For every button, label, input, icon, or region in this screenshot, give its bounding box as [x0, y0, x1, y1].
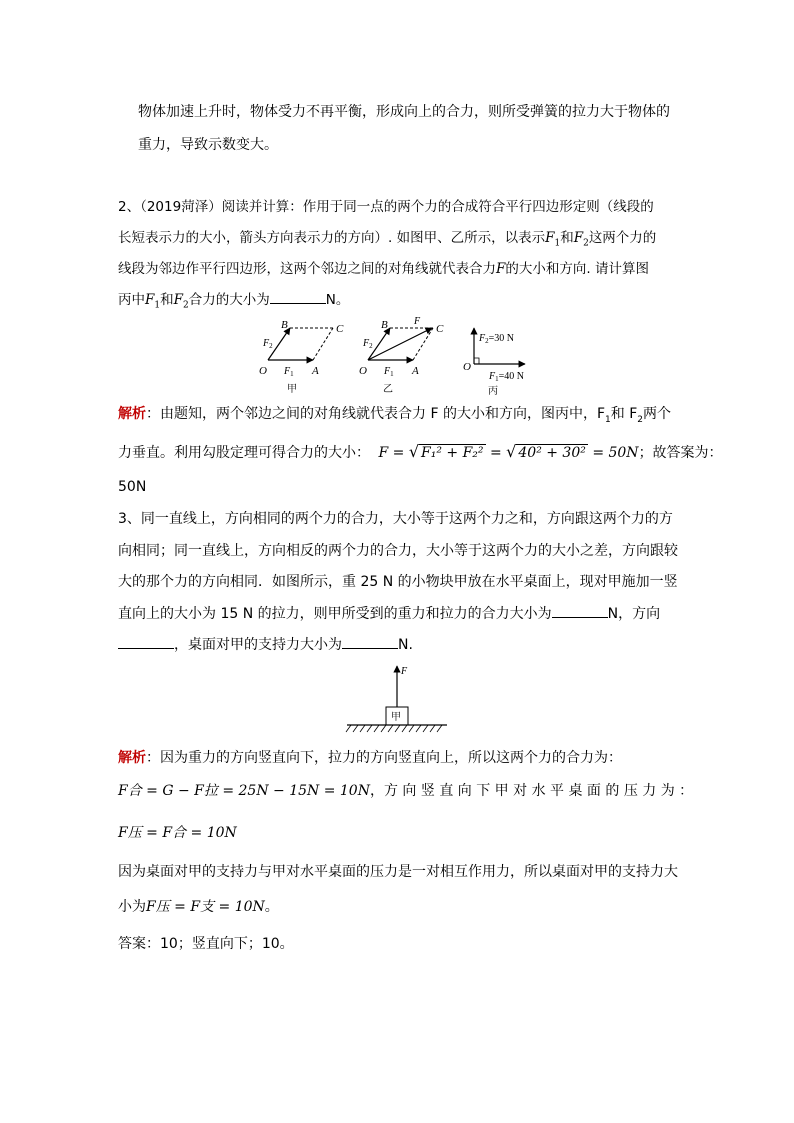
q3-support-line-2: 小为F压 = F支 = 10N。 [118, 899, 279, 915]
sqrt-sign-1: √ [408, 442, 420, 461]
equation-1: F合 = G − F拉 = 25N − 15N = 10N [118, 783, 370, 799]
q2-line-2: 长短表示力的大小，箭头方向表示力的方向）. 如图甲、乙所示，以表示$F_1$和$F_2$这两个力的 [118, 230, 657, 249]
jia-dashed-right [313, 328, 333, 360]
q3-answer-blank-1[interactable] [552, 603, 608, 618]
yi-label-O: O [359, 365, 367, 377]
yi-label-F1: $F_1$ [384, 366, 394, 378]
jia-label-B: B [281, 319, 288, 331]
jia-label-F2: $F_2$ [263, 338, 273, 350]
figure-jia [259, 319, 344, 395]
jia-label-F1: $F_1$ [284, 366, 294, 378]
radicand-1: F₁² + F₂² [421, 445, 484, 461]
bing-label-F2: $F_2=30$ N [479, 333, 514, 345]
q3-line-1: 3、同一直线上，方向相同的两个力的合力，大小等于这两个力之和，方向跟这两个力的方 [118, 511, 673, 527]
q3-support-line-1: 因为桌面对甲的支持力与甲对水平桌面的压力是一对相互作用力，所以桌面对甲的支持力大 [118, 864, 678, 880]
q2-line-1: 2、（2019菏泽）阅读并计算：作用于同一点的两个力的合成符合平行四边形定则（线段的 [118, 199, 654, 215]
analysis-label-2: 解析 [118, 750, 146, 766]
figure-bing [463, 328, 525, 396]
q3-line-4: 直向上的大小为 15 N 的拉力，则甲所受到的重力和拉力的合力大小为 N，方向 [118, 603, 660, 624]
sqrt-sign-2: √ [506, 442, 517, 461]
yi-label-B: B [381, 319, 388, 331]
figure-yi [359, 316, 444, 395]
q2-line-4: 丙中$F_1$和$F_2$合力的大小为 N。 [118, 289, 349, 316]
q2-analysis-line-2: 力垂直。利用勾股定理可得合力的大小： F = √ F₁² + F₂² = √ 40² + 30² = 50N；故答案为： [118, 442, 723, 461]
q3-line-5: ，桌面对甲的支持力大小为 N. [118, 634, 413, 655]
equation-2: F压 = F合 = 10N [118, 825, 237, 841]
radicand-2: 40² + 30² [518, 445, 586, 461]
yi-label-A: A [412, 365, 419, 377]
q3-analysis-line-1: 解析：因为重力的方向竖直向下，拉力的方向竖直向上，所以这两个力的合力为： [118, 750, 622, 766]
intro-line-2: 重力，导致示数变大。 [138, 137, 278, 153]
q2-answer-blank[interactable] [270, 289, 326, 304]
q3-analysis-eq1-line: F合 = G − F拉 = 25N − 15N = 10N，方 向 竖 直 向 下 甲 对 水 平 桌 面 的 压 力 为 ： [118, 783, 694, 799]
bing-right-angle [474, 358, 479, 364]
equation-3: F压 = F支 = 10N [146, 899, 265, 915]
block-on-table-figure [345, 662, 450, 734]
q2-analysis-line-3: 50N [118, 479, 147, 495]
intro-line-1: 物体加速上升时，物体受力不再平衡，形成向上的合力，则所受弹簧的拉力大于物体的 [138, 104, 670, 120]
q3-answer-line: 答案：10；竖直向下；10。 [118, 936, 294, 952]
q3-analysis-eq2-line [118, 823, 237, 843]
q2-analysis-line-1: 解析：由题知，两个邻边之间的对角线就代表合力 F 的大小和方向，图丙中，$F_1$和 $F_2$两个 [118, 406, 671, 425]
q3-answer-blank-3[interactable] [342, 634, 398, 649]
jia-label-O: O [259, 365, 267, 377]
q2-line-3: 线段为邻边作平行四边形，这两个邻边之间的对角线就代表合力F的大小和方向. 请计算图 [118, 261, 649, 277]
yi-caption: 乙 [383, 384, 393, 395]
bing-label-F1: $F_1=40$ N [489, 371, 524, 383]
q3-answer-blank-2[interactable] [118, 634, 174, 649]
bing-label-O: O [463, 361, 471, 373]
block-label: 甲 [391, 712, 401, 723]
q3-line-3: 大的那个力的方向相同．如图所示，重 25 N 的小物块甲放在水平桌面上，现对甲施加一竖 [118, 574, 678, 590]
yi-label-F: F [414, 316, 421, 327]
force-diagram-figure [255, 312, 545, 396]
bing-caption: 丙 [488, 386, 498, 396]
yi-label-C: C [436, 323, 444, 335]
yi-label-F2: $F_2$ [363, 338, 373, 350]
yi-F-arrow [368, 328, 432, 360]
analysis-label: 解析 [118, 406, 146, 422]
jia-label-A: A [312, 365, 319, 377]
jia-label-C: C [336, 323, 344, 335]
jia-caption: 甲 [287, 384, 297, 395]
table-hatching [346, 725, 442, 732]
q3-line-2: 向相同；同一直线上，方向相反的两个力的合力，大小等于这两个力的大小之差，方向跟较 [118, 543, 678, 559]
pull-force-label: F [401, 666, 408, 677]
